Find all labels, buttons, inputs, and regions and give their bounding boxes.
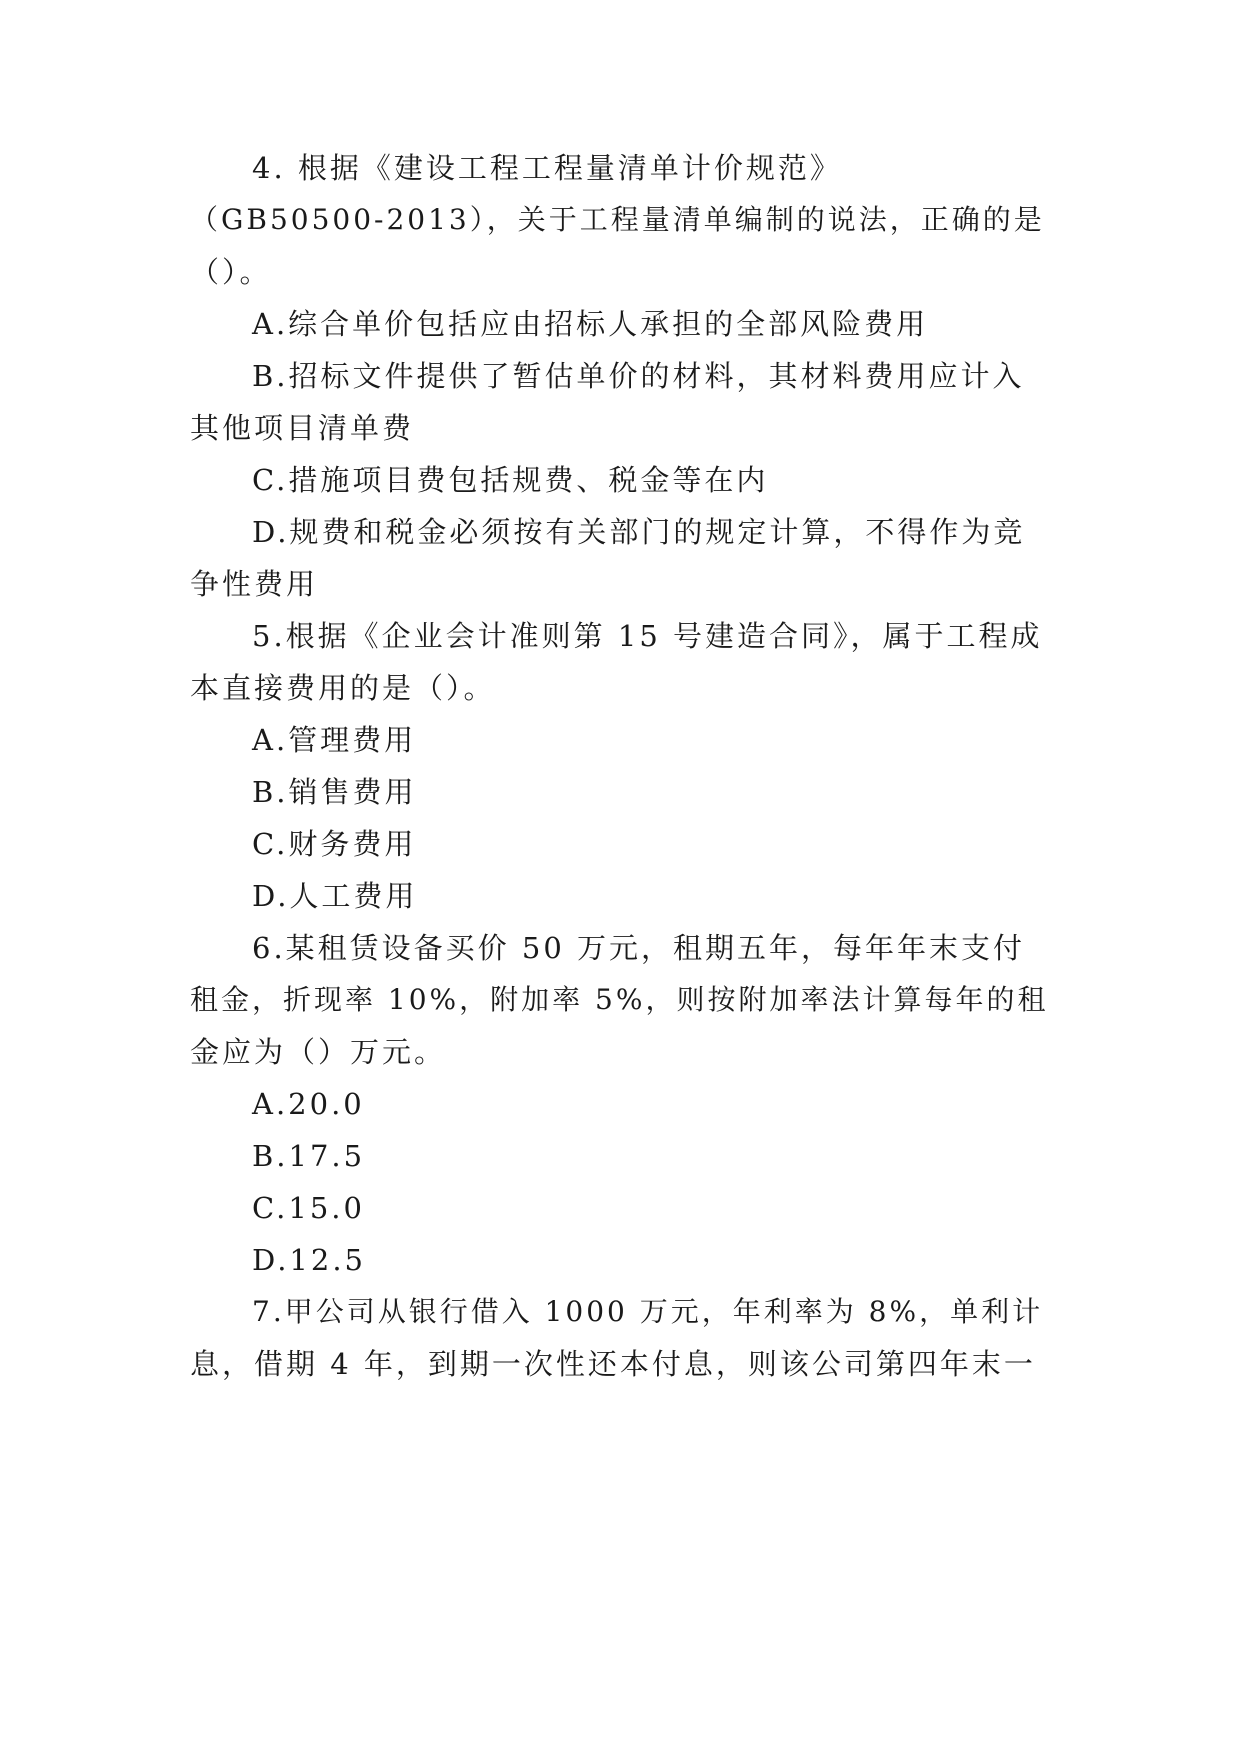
question-7-line-1: 7.甲公司从银行借入 1000 万元，年利率为 8%，单利计 (252, 1295, 1044, 1328)
question-6-option-d: D.12.5 (252, 1243, 367, 1277)
question-4-option-d-line-1: D.规费和税金必须按有关部门的规定计算，不得作为竞 (252, 515, 1026, 549)
question-4-line-1: 4. 根据《建设工程工程量清单计价规范》 (252, 151, 842, 185)
question-6-option-a: A.20.0 (252, 1087, 365, 1121)
question-5-option-b: B.销售费用 (252, 775, 417, 809)
question-4-line-2: （GB50500-2013），关于工程量清单编制的说法，正确的是 (190, 203, 1045, 236)
question-4-option-b-line-1: B.招标文件提供了暂估单价的材料，其材料费用应计入 (252, 359, 1025, 393)
question-5-option-d: D.人工费用 (252, 879, 418, 913)
question-5-line-2: 本直接费用的是（）。 (190, 671, 496, 705)
question-6-option-c: C.15.0 (252, 1191, 365, 1225)
question-6-line-2: 租金，折现率 10%，附加率 5%，则按附加率法计算每年的租 (190, 983, 1049, 1016)
question-5-line-1: 5.根据《企业会计准则第 15 号建造合同》，属于工程成 (252, 619, 1043, 653)
question-4-option-b-line-2: 其他项目清单费 (190, 411, 415, 445)
question-4-line-3: （）。 (190, 255, 272, 289)
question-5-option-a: A.管理费用 (252, 723, 417, 757)
question-6-option-b: B.17.5 (252, 1139, 366, 1173)
question-4-option-c: C.措施项目费包括规费、税金等在内 (252, 463, 769, 497)
question-4-option-a: A.综合单价包括应由招标人承担的全部风险费用 (252, 307, 929, 341)
question-7-line-2: 息，借期 4 年，到期一次性还本付息，则该公司第四年末一 (190, 1347, 1036, 1381)
question-4-option-d-line-2: 争性费用 (190, 567, 319, 601)
question-5-option-c: C.财务费用 (252, 827, 417, 861)
question-6-line-1: 6.某租赁设备买价 50 万元，租期五年，每年年末支付 (252, 931, 1026, 965)
question-6-line-3: 金应为（）万元。 (190, 1035, 447, 1069)
